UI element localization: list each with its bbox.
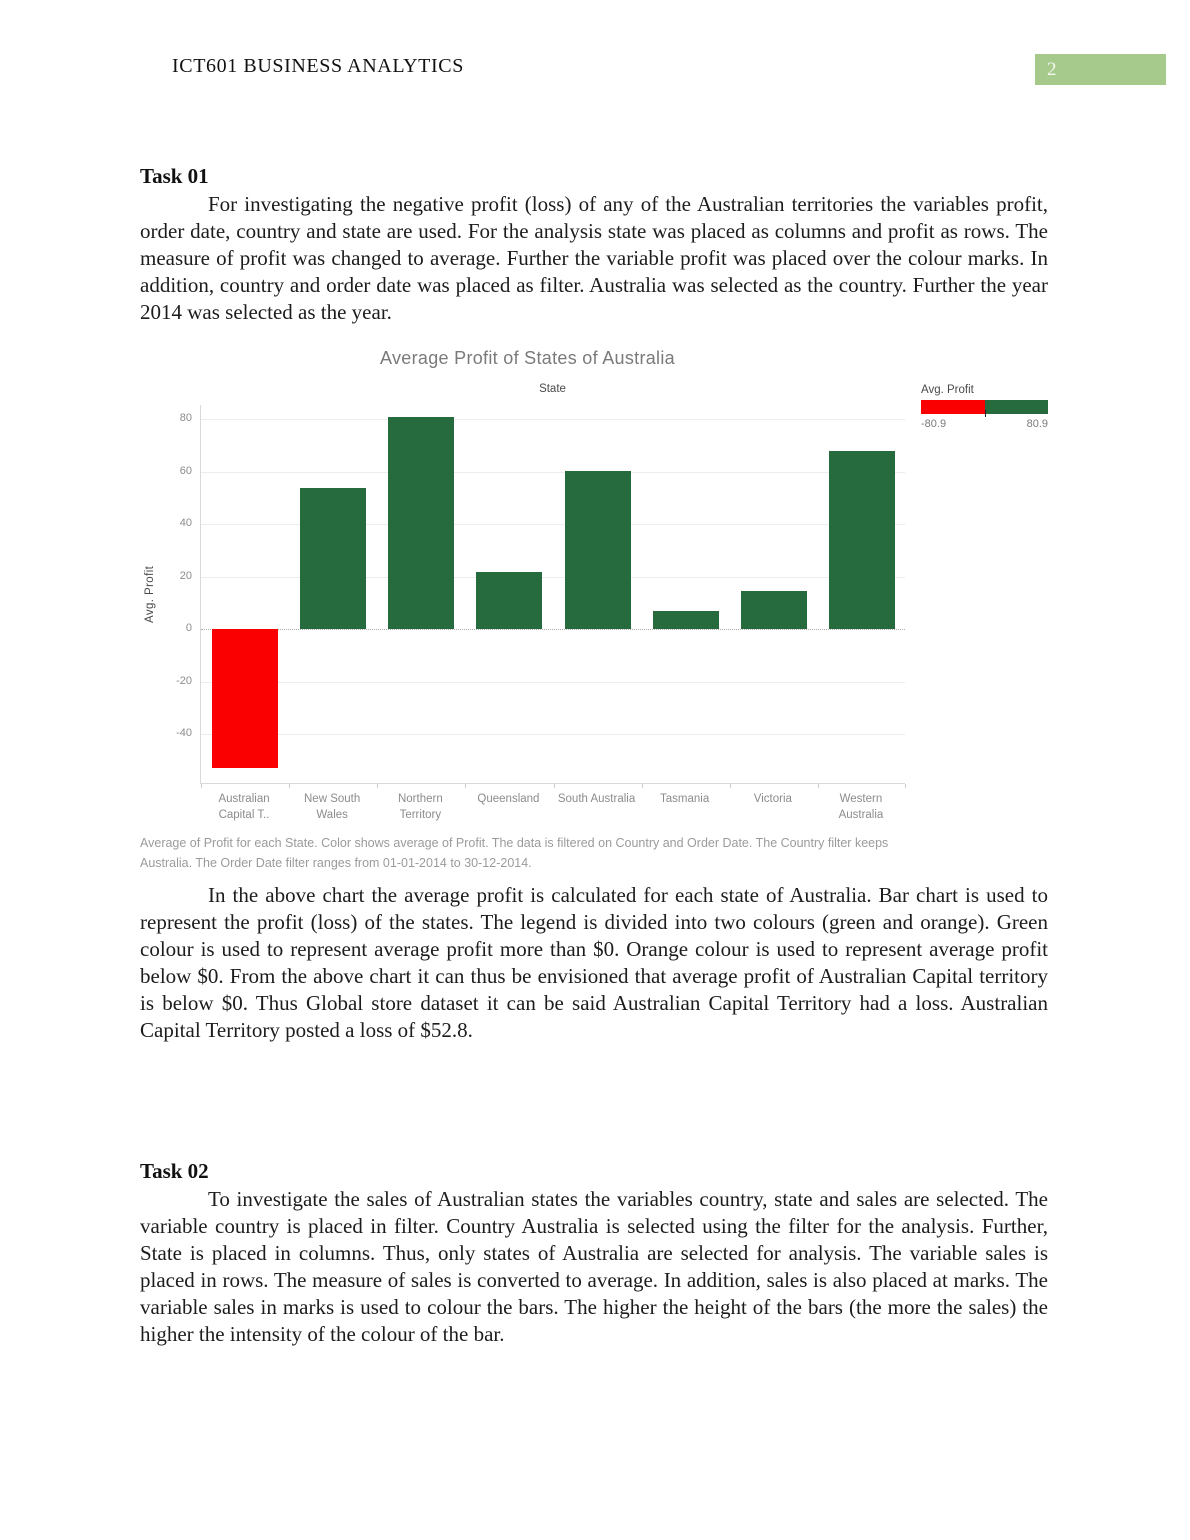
legend-title: Avg. Profit (921, 384, 974, 396)
task2-paragraph: To investigate the sales of Australian states the variables country, state and sales are selected. The variable country is placed in filter. Country Australia is selected using the filter for the analysis. Further, State is placed in columns. Thus, only states of Australia are selected for analysis. The variable sales is placed in rows. The measure of sales is converted to average. In addition, sales is also placed at marks. The variable sales in marks is used to colour the bars. The higher the height of the bars (the more the sales) the higher the intensity of the colour of the bar. (140, 1187, 1048, 1346)
task1-paragraph: For investigating the negative profit (loss) of any of the Australian territories the variables profit, order date, country and state are used. For the analysis state was placed as columns and profit as rows. The measure of profit was changed to average. Further the variable profit was placed over the colour marks. In addition, country and order date was placed as filter. Australia was selected as the country. Further the year 2014 was selected as the year. (140, 192, 1048, 324)
analysis-paragraph: In the above chart the average profit is calculated for each state of Australia. Bar chart is used to represent the profit (loss) of the states. The legend is divided into two colours (green and orange). Green colour is used to represent average profit more than $0. Orange colour is used to represent average profit below $0. From the above chart it can thus be envisioned that average profit of Australian Capital territory is below $0. Thus Global store dataset it can be said Australian Capital Territory had a loss. Australian Capital Territory posted a loss of $52.8. (140, 883, 1048, 1042)
x-axis-label: Western Australia (838, 793, 884, 821)
x-boundary-tick (905, 784, 906, 788)
gridline (201, 734, 905, 735)
y-tick-label: 20 (179, 569, 192, 582)
x-boundary-tick (818, 784, 819, 788)
bar-northern-territory (388, 417, 454, 629)
x-boundary-tick (377, 784, 378, 788)
y-tick-label: 0 (185, 622, 192, 635)
gridline (201, 419, 905, 420)
y-tick-label: -20 (176, 674, 192, 687)
x-axis-label: Queensland (477, 793, 540, 805)
page-number-badge (1035, 54, 1166, 85)
legend-negative-swatch (921, 400, 985, 414)
task1-heading: Task 01 (140, 164, 209, 188)
bar-australian-capital-t (212, 629, 278, 768)
bar-western-australia (829, 451, 895, 629)
x-boundary-tick (289, 784, 290, 788)
y-axis-title: Avg. Profit (144, 565, 156, 624)
y-tick-label: -40 (176, 727, 192, 740)
x-axis-labels (200, 791, 905, 827)
y-tick-label: 40 (179, 517, 192, 530)
chart-title: Average Profit of States of Australia (380, 348, 675, 368)
task2-heading: Task 02 (140, 1159, 209, 1183)
bar-victoria (741, 591, 807, 629)
gridline (201, 472, 905, 473)
plot-area (200, 405, 905, 784)
zero-gridline (201, 629, 905, 630)
legend-max-label: 80.9 (1026, 418, 1048, 430)
y-axis-ticks (140, 405, 192, 784)
x-boundary-tick (201, 784, 202, 788)
x-axis-label: South Australia (557, 793, 636, 805)
bar-tasmania (653, 611, 719, 629)
x-boundary-tick (730, 784, 731, 788)
x-axis-label: New South Wales (304, 793, 361, 821)
x-axis-label: Victoria (753, 793, 792, 805)
gridline (201, 682, 905, 683)
y-tick-label: 80 (179, 412, 192, 425)
x-boundary-tick (465, 784, 466, 788)
page-number: 2 (1047, 59, 1057, 80)
bar-new-south-wales (300, 488, 366, 630)
y-tick-label: 60 (179, 464, 192, 477)
legend-midpoint-tick (985, 410, 986, 417)
legend-min-label: -80.9 (921, 418, 947, 430)
x-boundary-tick (642, 784, 643, 788)
chart-column-header: State (539, 383, 566, 395)
x-axis-label: Northern Territory (397, 793, 443, 821)
x-boundary-tick (554, 784, 555, 788)
legend-color-ramp (921, 400, 1048, 414)
bar-south-australia (565, 471, 631, 630)
bar-queensland (476, 572, 542, 630)
chart-legend (921, 384, 1048, 430)
x-axis-label: Australian Capital T.. (218, 793, 270, 821)
x-axis-label: Tasmania (660, 793, 710, 805)
document-header-title: ICT601 BUSINESS ANALYTICS (172, 55, 464, 77)
chart-caption: Average of Profit for each State. Color shows average of Profit. The data is filtered on Country and Order Date. The Country filter keeps Australia. The Order Date filter ranges from 01-01-2014 to 30-12-2014. (140, 836, 889, 870)
legend-positive-swatch (985, 400, 1049, 414)
